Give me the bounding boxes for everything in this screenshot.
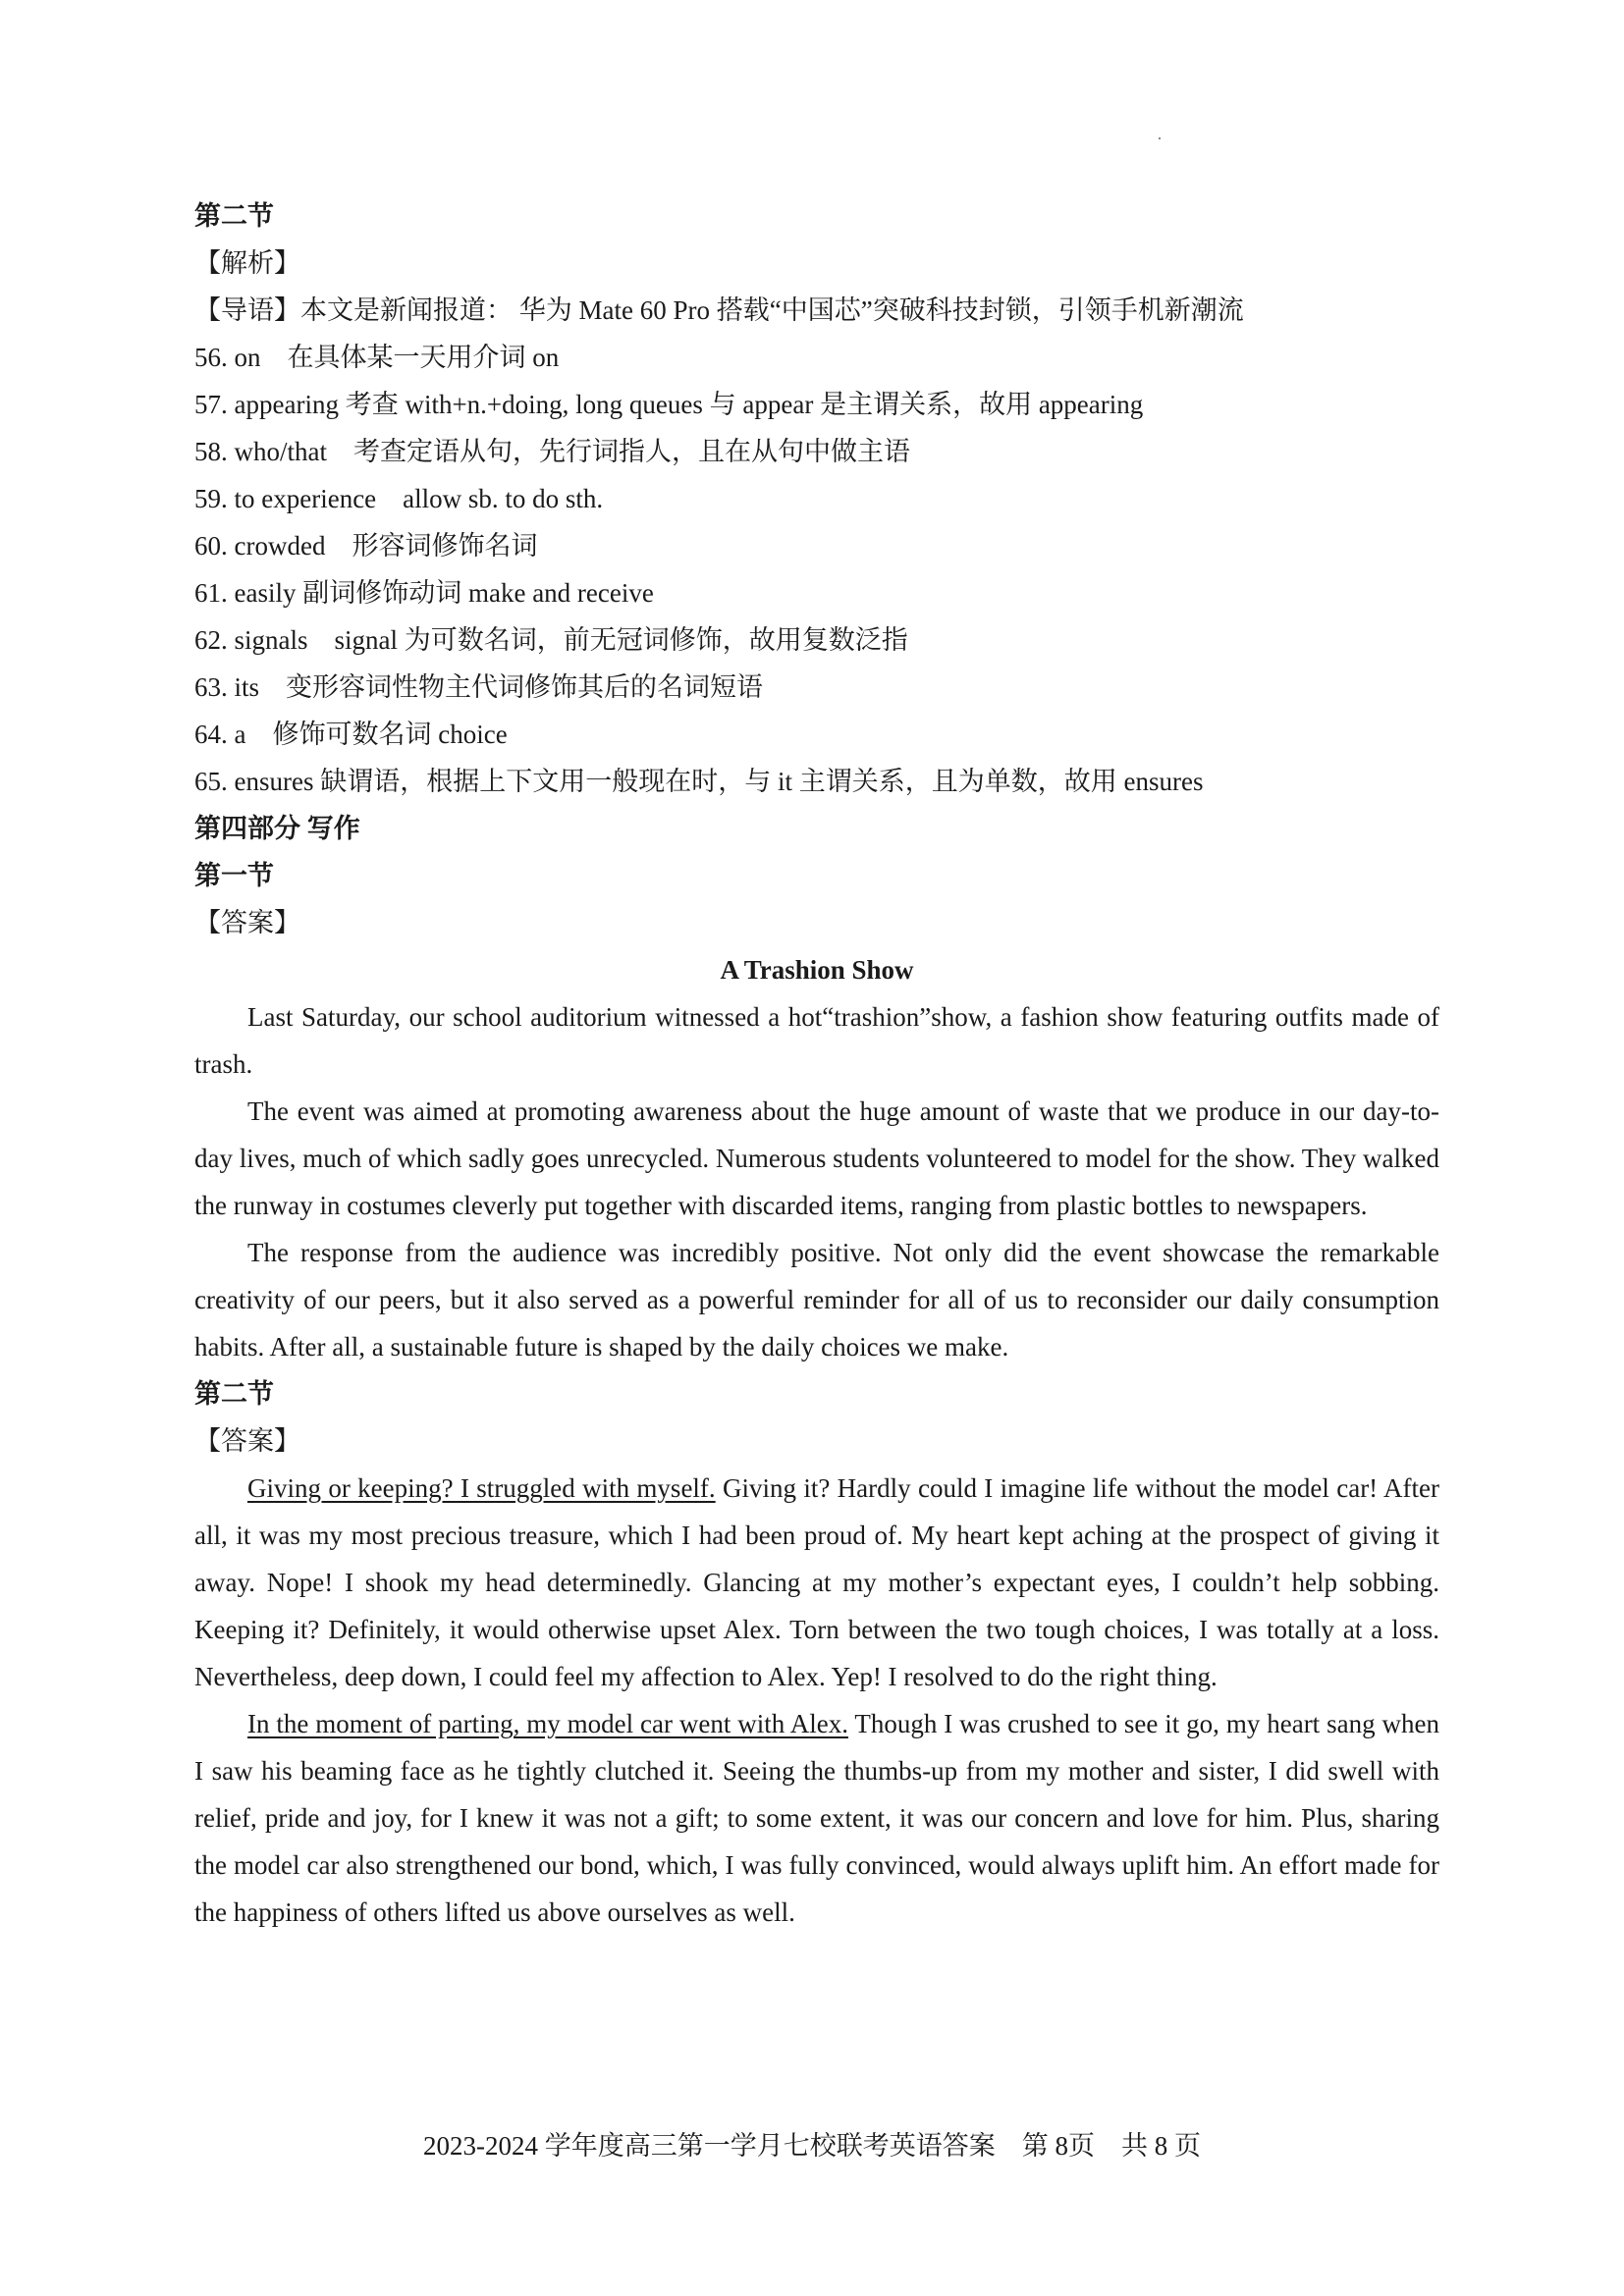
- intro-line: 【导语】本文是新闻报道： 华为 Mate 60 Pro 搭载“中国芯”突破科技封锁，引领手机新潮流: [194, 295, 1244, 325]
- answer-61: 61. easily 副词修饰动词 make and receive: [194, 578, 654, 608]
- answer-58: 58. who/that 考查定语从句，先行词指人，且在从句中做主语: [194, 437, 910, 466]
- page-footer: 2023-2024 学年度高三第一学月七校联考英语答案 第 8页 共 8 页: [423, 2131, 1201, 2161]
- paragraph-lead-sentence: Giving or keeping? I struggled with myself.: [247, 1473, 716, 1503]
- section1-heading: 第一节: [194, 861, 274, 890]
- answer-59: 59. to experience allow sb. to do sth.: [194, 484, 604, 513]
- part4-heading: 第四部分 写作: [194, 814, 360, 843]
- analysis-label: 【解析】: [194, 248, 300, 278]
- scan-speck: [1159, 137, 1161, 139]
- essay1-paragraph-2: The event was aimed at promoting awareness about the huge amount of waste that we produce in our day-to-day lives, much of which sadly goes unrecycled. Numerous students volunteered to model for the show. They walked the runway in costumes cleverly put together with discarded items, ranging from plastic bottles to newspapers.: [194, 1096, 1439, 1220]
- essay1-paragraph-1: Last Saturday, our school auditorium witnessed a hot“trashion”show, a fashion show featuring outfits made of trash.: [194, 1002, 1439, 1079]
- section-heading: 第二节: [194, 201, 274, 231]
- answer-label: 【答案】: [194, 908, 300, 937]
- answer-64: 64. a 修饰可数名词 choice: [194, 720, 508, 749]
- essay2-paragraph-1: [194, 1465, 1439, 1700]
- essay1-paragraph-3: The response from the audience was incredibly positive. Not only did the event showcase the remarkable creativity of our peers, but it also served as a powerful reminder for all of us to reconsider our daily consumption habits. After all, a sustainable future is shaped by the daily choices we make.: [194, 1238, 1439, 1362]
- section2-heading: 第二节: [194, 1379, 274, 1409]
- essay2-paragraph-2: [194, 1700, 1439, 1936]
- essay-title: A Trashion Show: [720, 955, 914, 985]
- answer-63: 63. its 变形容词性物主代词修饰其后的名词短语: [194, 672, 764, 702]
- answer-65: 65. ensures 缺谓语，根据上下文用一般现在时，与 it 主谓关系，且为单数，故用 ensures: [194, 767, 1204, 796]
- paragraph-lead-sentence: In the moment of parting, my model car went with Alex.: [247, 1709, 848, 1738]
- paragraph-body: Though I was crushed to see it go, my heart sang when I saw his beaming face as he tightly clutched it. Seeing the thumbs-up from my mother and sister, I did swell with relief, pride and joy, for I knew it was not a gift; to some extent, it was our concern and love for him. Plus, sharing the model car also strengthened our bond, which, I was fully convinced, would always uplift him. An effort made for the happiness of others lifted us above ourselves as well.: [194, 1709, 1439, 1927]
- answer-57: 57. appearing 考查 with+n.+doing, long queues 与 appear 是主谓关系，故用 appearing: [194, 390, 1144, 419]
- answer-62: 62. signals signal 为可数名词，前无冠词修饰，故用复数泛指: [194, 625, 908, 655]
- answer-56: 56. on 在具体某一天用介词 on: [194, 343, 560, 372]
- answer-page: [194, 192, 1439, 1936]
- paragraph-body: Giving it? Hardly could I imagine life without the model car! After all, it was my most precious treasure, which I had been proud of. My heart kept aching at the prospect of giving it away. Nope! I shook my head determinedly. Glancing at my mother’s expectant eyes, I couldn’t help sobbing. Keeping it? Definitely, it would otherwise upset Alex. Torn between the two tough choices, I was totally at a loss. Nevertheless, deep down, I could feel my affection to Alex. Yep! I resolved to do the right thing.: [194, 1473, 1439, 1691]
- answer-60: 60. crowded 形容词修饰名词: [194, 531, 538, 561]
- answer-label: 【答案】: [194, 1426, 300, 1456]
